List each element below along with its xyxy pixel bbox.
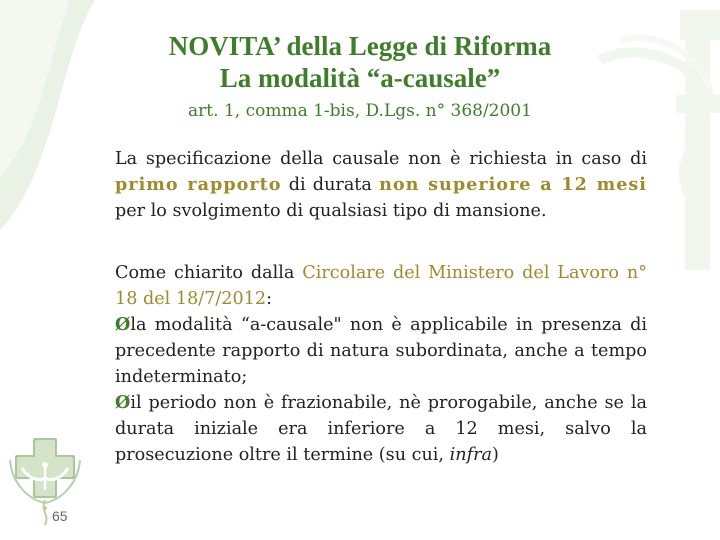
page-number: 65 [52,508,68,524]
bullet-arrow-icon: Ø [115,392,131,413]
paragraph-circolare [115,260,647,468]
p2-highlight-circolare: Circolare del Ministero del Lavoro n° 18 del 18/7/2012 [115,263,648,309]
p1-highlight-durata: non superiore a 12 mesi [379,174,647,195]
bullet-text-2-italic: infra [449,445,492,465]
slide-title-line2: La modalità “a-causale” [219,63,501,93]
bullet-item-1 [115,312,647,390]
p2-text-1: Come chiarito dalla [115,263,303,283]
slide-title-line1: NOVITA’ della Legge di Riforma [168,31,552,61]
slide-subtitle: art. 1, comma 1-bis, D.Lgs. n° 368/2001 [188,101,532,121]
p2-intro [115,260,647,312]
p1-text-1: La specificazione della causale non è richiesta in caso di [115,149,647,169]
p1-text-2: di durata [281,175,380,195]
bullet-item-2 [115,390,647,468]
slide-title-block [0,30,720,122]
p2-text-2: : [266,289,273,309]
pharmacy-cross-logo-icon [10,438,80,525]
bullet-text-2: il periodo non è frazionabile, nè prorogabile, anche se la durata iniziale era inferiore a 12 mesi, salvo la prosecuzione oltre il termine (su cui, [115,393,647,465]
p1-text-3: per lo svolgimento di qualsiasi tipo di mansione. [115,201,547,221]
p1-highlight-primo-rapporto: primo rapporto [115,174,282,195]
bullet-arrow-icon: Ø [115,314,131,335]
bullet-text-1: la modalità “a-causale" non è applicabile in presenza di precedente rapporto di natura subordinata, anche a tempo indeterminato; [115,315,647,387]
bullet-text-2-end: ) [492,445,499,465]
paragraph-causale [115,146,647,224]
